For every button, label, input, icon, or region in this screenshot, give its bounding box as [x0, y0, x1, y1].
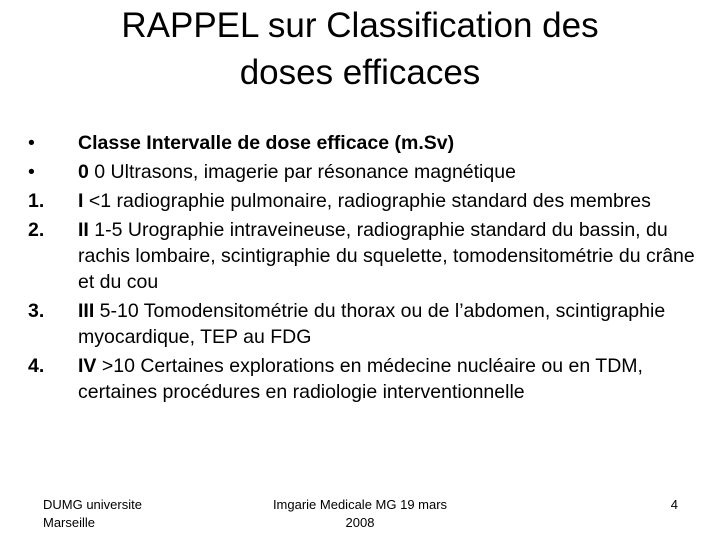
page-number: 4 [670, 497, 678, 512]
footer-institution-line-1: DUMG universite [43, 497, 142, 512]
list-item-class-4 [28, 353, 700, 405]
list-item-class-3 [28, 298, 700, 350]
list-item-text: 5-10 Tomodensitométrie du thorax ou de l’abdomen, scintigraphie myocardique, TEP au FDG [78, 300, 666, 348]
number-marker: 4. [28, 355, 45, 377]
bullet-marker: • [28, 132, 35, 154]
bullet-marker: • [28, 161, 35, 183]
list-item-class-1 [28, 188, 700, 214]
slide-title-line-2: doses efficaces [239, 53, 481, 92]
number-marker: 2. [28, 219, 45, 241]
footer-event-line-2: 2008 [345, 515, 375, 530]
number-marker: 3. [28, 300, 45, 322]
list-item-class-0 [28, 159, 700, 185]
list-item-head: II [78, 219, 89, 241]
list-item-text: 1-5 Urographie intraveineuse, radiographie standard du bassin, du rachis lombaire, scintigraphie du squelette, tomodensitométrie du crâne et du cou [78, 219, 695, 293]
number-marker: 1. [28, 190, 45, 212]
list-item-class-2 [28, 217, 700, 295]
footer-event-line-1: Imgarie Medicale MG 19 mars [272, 497, 448, 512]
slide-title [0, 2, 720, 96]
list-item-head: Classe Intervalle de dose efficace (m.Sv) [78, 132, 455, 154]
list-item-text: <1 radiographie pulmonaire, radiographie standard des membres [83, 190, 651, 212]
list-item-head: 0 [78, 161, 89, 183]
list-item-head: III [78, 300, 95, 322]
list-item-header [28, 130, 700, 156]
footer-event [250, 496, 470, 532]
list-item-head: IV [78, 355, 97, 377]
footer-institution [43, 496, 203, 532]
classification-list [28, 130, 700, 408]
list-item-text: >10 Certaines explorations en médecine nucléaire ou en TDM, certaines procédures en radiologie interventionnelle [78, 355, 643, 403]
list-item-head: I [78, 190, 84, 212]
footer-institution-line-2: Marseille [43, 515, 96, 530]
slide-title-line-1: RAPPEL sur Classification des [121, 6, 599, 45]
list-item-text: 0 Ultrasons, imagerie par résonance magnétique [88, 161, 516, 183]
